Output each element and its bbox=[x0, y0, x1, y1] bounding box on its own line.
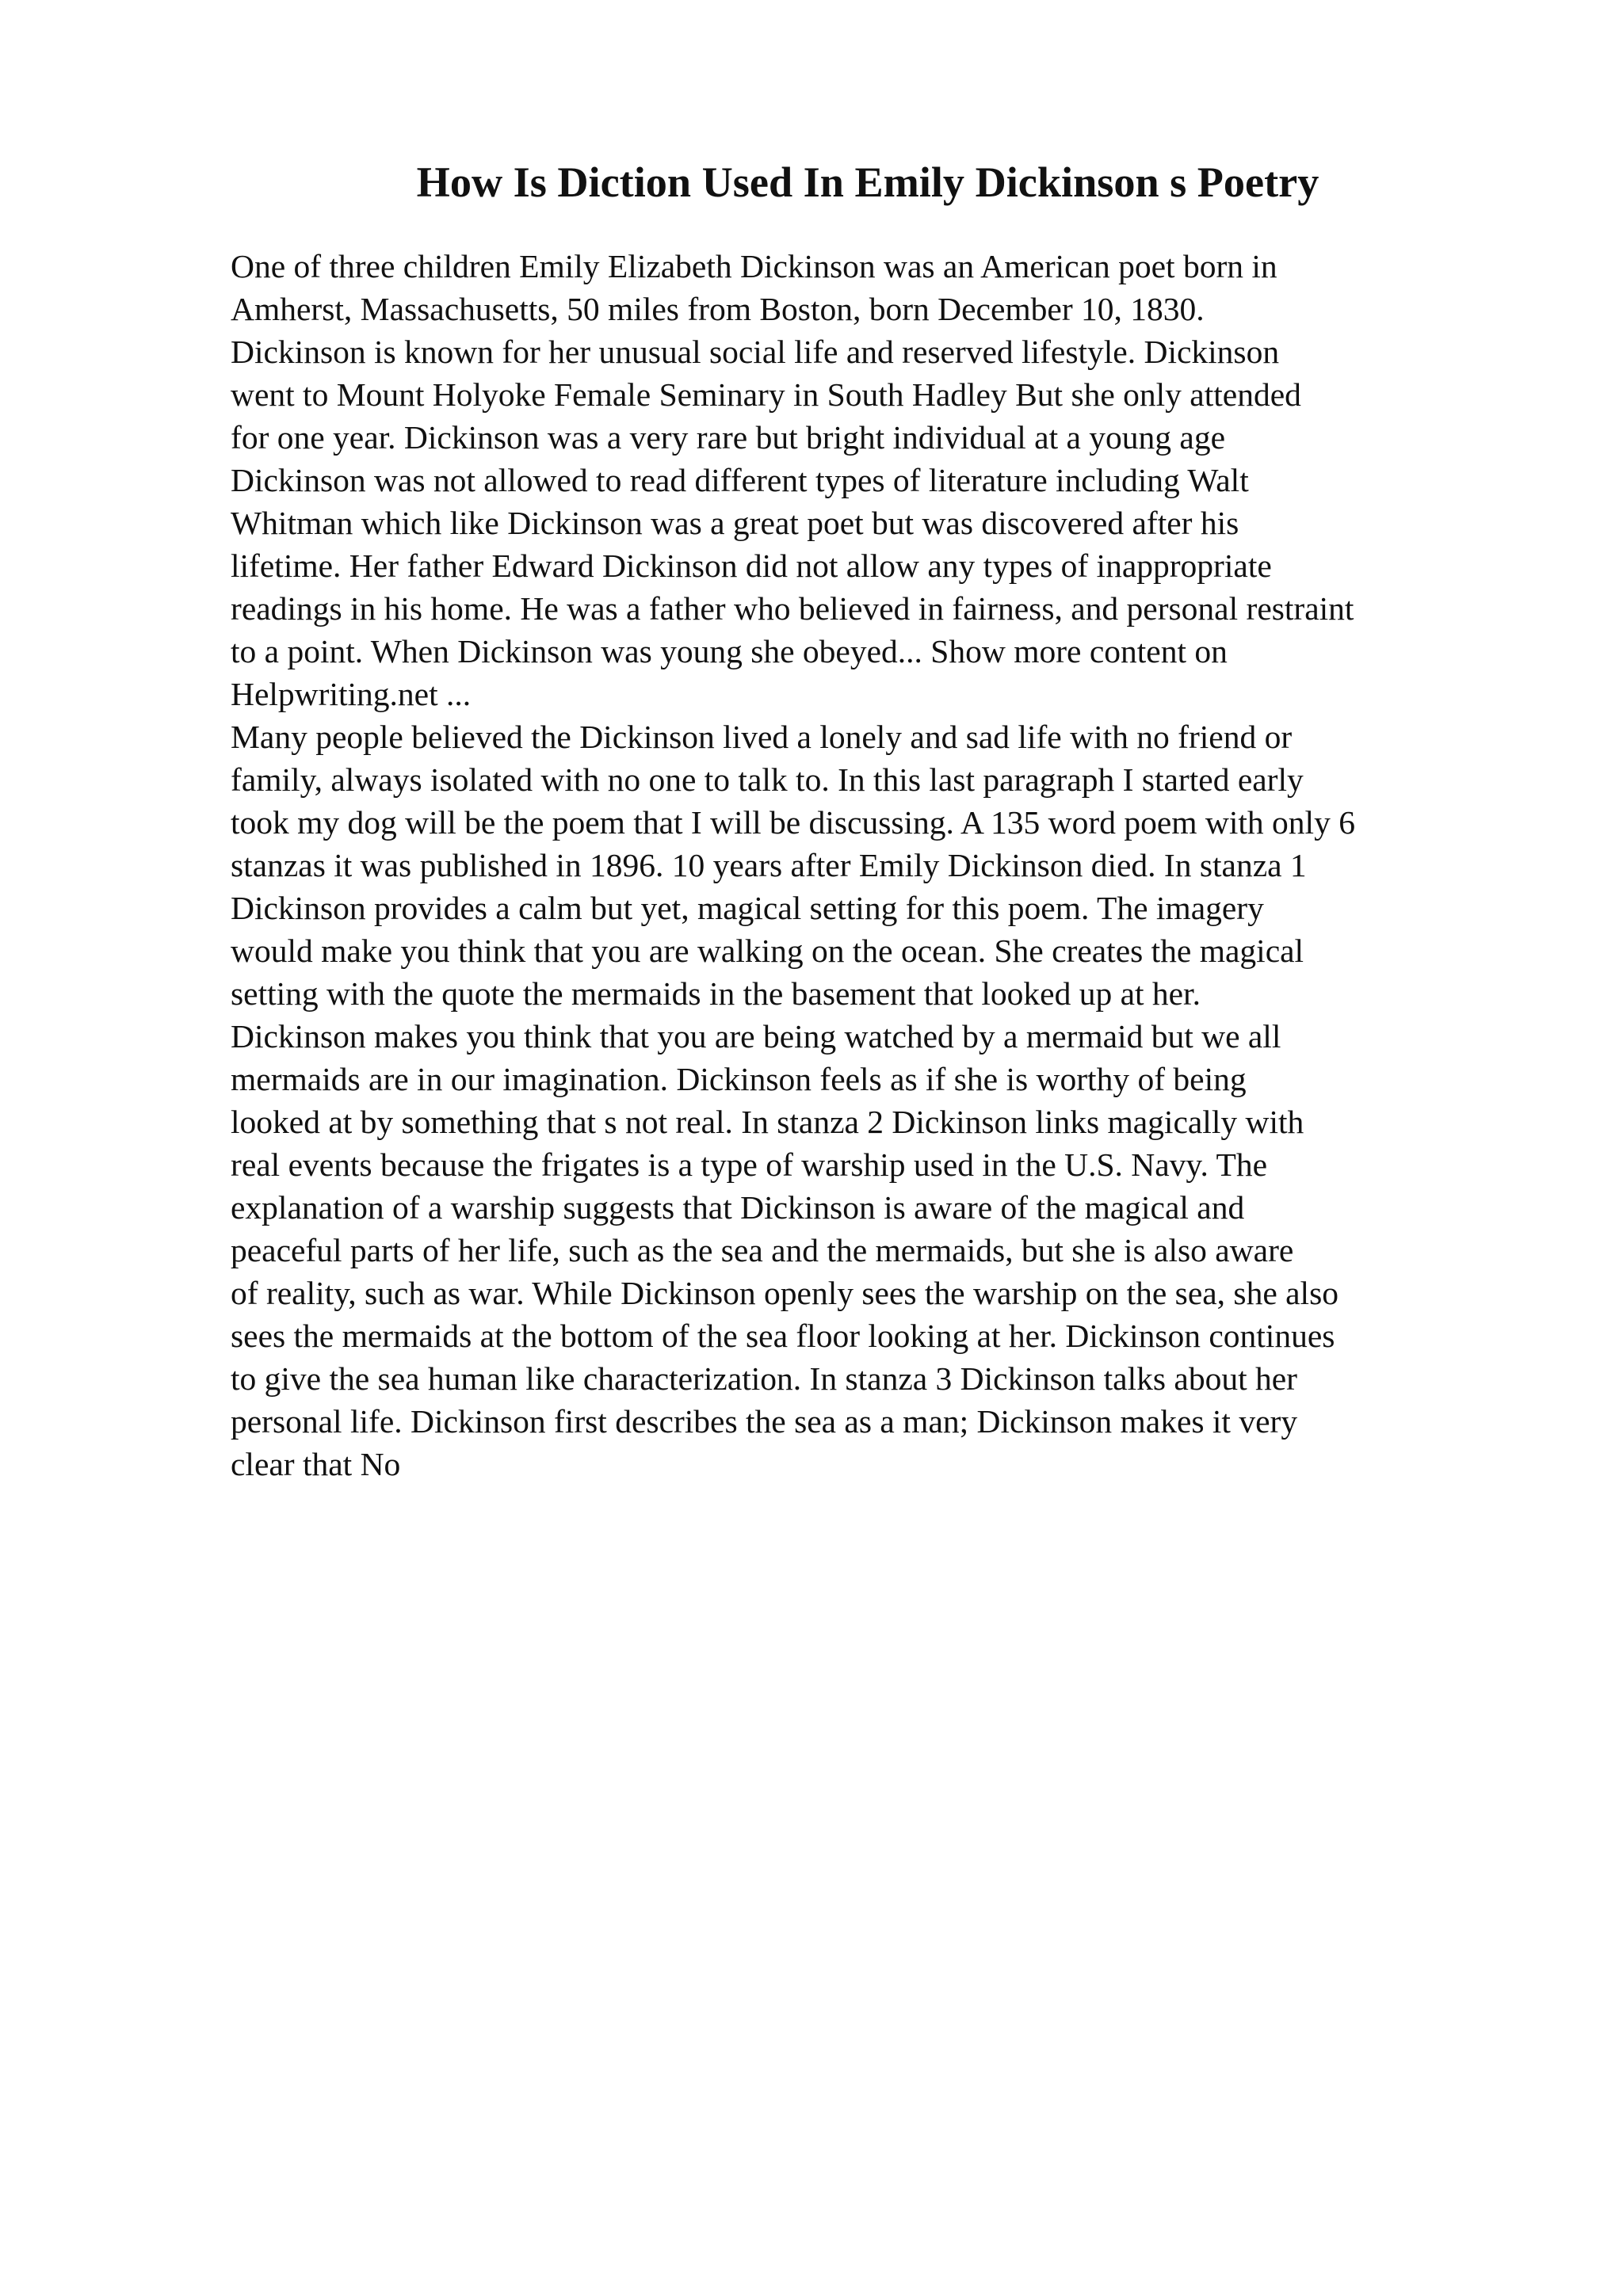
text-line: One of three children Emily Elizabeth Dickinson was an American poet born in bbox=[231, 248, 1277, 284]
text-line: Whitman which like Dickinson was a great poet but was discovered after his bbox=[231, 505, 1239, 541]
text-line: explanation of a warship suggests that Dickinson is aware of the magical and bbox=[231, 1189, 1245, 1226]
text-line: family, always isolated with no one to talk to. In this last paragraph I started early bbox=[231, 761, 1304, 798]
text-line: lifetime. Her father Edward Dickinson did not allow any types of inappropriate bbox=[231, 547, 1272, 584]
text-line: Dickinson provides a calm but yet, magical setting for this poem. The imagery bbox=[231, 890, 1264, 926]
text-line: to give the sea human like characterization. In stanza 3 Dickinson talks about her bbox=[231, 1360, 1297, 1397]
document-title: How Is Diction Used In Emily Dickinson s Poetry bbox=[416, 158, 1319, 206]
text-line: Dickinson is known for her unusual social life and reserved lifestyle. Dickinson bbox=[231, 334, 1280, 370]
text-line: to a point. When Dickinson was young she obeyed... Show more content on bbox=[231, 633, 1228, 669]
text-line: Many people believed the Dickinson lived a lonely and sad life with no friend or bbox=[231, 719, 1293, 755]
text-line: Helpwriting.net ... bbox=[231, 676, 472, 712]
text-line: Dickinson was not allowed to read different types of literature including Walt bbox=[231, 462, 1249, 498]
text-line: setting with the quote the mermaids in the basement that looked up at her. bbox=[231, 975, 1201, 1012]
text-line: real events because the frigates is a type of warship used in the U.S. Navy. The bbox=[231, 1146, 1267, 1183]
text-line: took my dog will be the poem that I will be discussing. A 135 word poem with only 6 bbox=[231, 804, 1355, 841]
text-line: mermaids are in our imagination. Dickinson feels as if she is worthy of being bbox=[231, 1061, 1247, 1097]
text-line: went to Mount Holyoke Female Seminary in South Hadley But she only attended bbox=[231, 376, 1301, 413]
text-line: clear that No bbox=[231, 1446, 401, 1482]
text-line: sees the mermaids at the bottom of the sea floor looking at her. Dickinson continues bbox=[231, 1318, 1335, 1354]
text-line: peaceful parts of her life, such as the sea and the mermaids, but she is also aware bbox=[231, 1232, 1294, 1268]
text-line: personal life. Dickinson first describes the sea as a man; Dickinson makes it very bbox=[231, 1403, 1298, 1440]
text-line: stanzas it was published in 1896. 10 years after Emily Dickinson died. In stanza 1 bbox=[231, 847, 1307, 883]
text-line: Amherst, Massachusetts, 50 miles from Boston, born December 10, 1830. bbox=[231, 291, 1205, 327]
text-line: for one year. Dickinson was a very rare but bright individual at a young age bbox=[231, 419, 1225, 456]
text-line: Dickinson makes you think that you are being watched by a mermaid but we all bbox=[231, 1018, 1281, 1055]
text-line: would make you think that you are walking on the ocean. She creates the magical bbox=[231, 933, 1304, 969]
document-body bbox=[231, 245, 1514, 1486]
text-line: readings in his home. He was a father who believed in fairness, and personal restraint bbox=[231, 590, 1354, 627]
text-line: looked at by something that s not real. In stanza 2 Dickinson links magically with bbox=[231, 1104, 1304, 1140]
text-line: of reality, such as war. While Dickinson openly sees the warship on the sea, she also bbox=[231, 1275, 1338, 1311]
